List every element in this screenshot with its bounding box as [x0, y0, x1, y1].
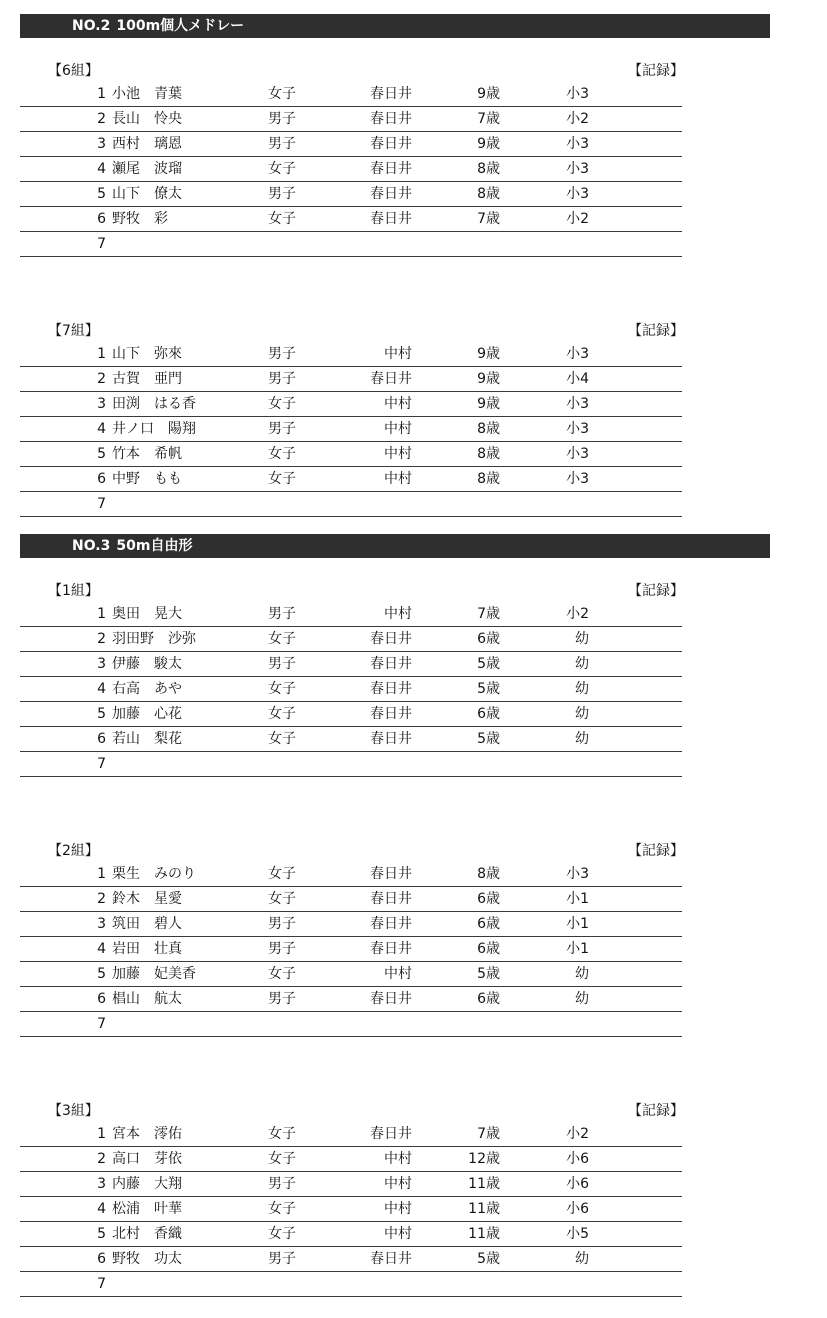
table-row	[20, 702, 682, 727]
table-row	[20, 492, 682, 517]
table-row	[20, 82, 682, 107]
swimmer-age: 9歳	[477, 346, 500, 362]
swimmer-club: 春日井	[370, 136, 412, 152]
swimmer-sex: 男子	[268, 186, 296, 202]
swimmer-name: 井ノ口 陽翔	[112, 421, 196, 437]
swimmer-age: 8歳	[477, 446, 500, 462]
lane-number: 3	[97, 396, 106, 412]
table-row	[20, 962, 682, 987]
swimmer-name: 奥田 晃大	[112, 606, 182, 622]
lane-number: 7	[97, 1016, 106, 1032]
swimmer-sex: 女子	[268, 471, 296, 487]
lane-number: 7	[97, 496, 106, 512]
table-row	[20, 677, 682, 702]
swimmer-club: 春日井	[370, 186, 412, 202]
swimmer-grade: 幼	[575, 706, 589, 722]
lane-number: 3	[97, 656, 106, 672]
swimmer-sex: 男子	[268, 1176, 296, 1192]
record-label: 【記録】	[628, 583, 684, 599]
swimmer-grade: 幼	[575, 731, 589, 747]
swimmer-name: 中野 もも	[112, 471, 182, 487]
swimmer-sex: 男子	[268, 656, 296, 672]
swimmer-grade: 小3	[566, 346, 589, 362]
swimmer-club: 中村	[384, 606, 412, 622]
swimmer-name: 山下 僚太	[112, 186, 182, 202]
swimmer-grade: 幼	[575, 631, 589, 647]
swimmer-club: 春日井	[370, 866, 412, 882]
swimmer-club: 中村	[384, 346, 412, 362]
swimmer-age: 7歳	[477, 1126, 500, 1142]
swimmer-age: 11歳	[468, 1201, 500, 1217]
swimmer-name: 古賀 亜門	[112, 371, 182, 387]
swimmer-name: 西村 璃恩	[112, 136, 182, 152]
swimmer-age: 9歳	[477, 86, 500, 102]
swimmer-name: 加藤 妃美香	[112, 966, 196, 982]
swimmer-sex: 女子	[268, 86, 296, 102]
lane-number: 1	[97, 86, 106, 102]
swimmer-age: 8歳	[477, 161, 500, 177]
swimmer-name: 鈴木 星愛	[112, 891, 182, 907]
lane-number: 4	[97, 421, 106, 437]
lane-number: 1	[97, 606, 106, 622]
swimmer-sex: 女子	[268, 866, 296, 882]
table-row	[20, 1147, 682, 1172]
swimmer-grade: 小3	[566, 186, 589, 202]
table-row	[20, 1247, 682, 1272]
lane-number: 2	[97, 111, 106, 127]
lane-number: 5	[97, 706, 106, 722]
group-label: 【7組】	[48, 323, 99, 339]
swimmer-grade: 小3	[566, 86, 589, 102]
lane-number: 1	[97, 1126, 106, 1142]
swimmer-name: 椙山 航太	[112, 991, 182, 1007]
swimmer-club: 春日井	[370, 731, 412, 747]
lane-number: 5	[97, 186, 106, 202]
swimmer-age: 8歳	[477, 421, 500, 437]
swimmer-age: 5歳	[477, 966, 500, 982]
swimmer-age: 7歳	[477, 606, 500, 622]
table-row	[20, 652, 682, 677]
lane-number: 6	[97, 1251, 106, 1267]
swimmer-sex: 男子	[268, 916, 296, 932]
event-title: 100m個人メドレー	[116, 18, 245, 34]
swimmer-age: 6歳	[477, 706, 500, 722]
lane-number: 2	[97, 891, 106, 907]
table-row	[20, 937, 682, 962]
swimmer-age: 6歳	[477, 631, 500, 647]
swimmer-name: 伊藤 駿太	[112, 656, 182, 672]
swimmer-age: 5歳	[477, 1251, 500, 1267]
swimmer-club: 春日井	[370, 941, 412, 957]
swimmer-club: 中村	[384, 421, 412, 437]
swimmer-name: 田渕 はる香	[112, 396, 196, 412]
swimmer-grade: 幼	[575, 991, 589, 1007]
lane-number: 3	[97, 136, 106, 152]
swimmer-age: 11歳	[468, 1226, 500, 1242]
swimmer-grade: 幼	[575, 1251, 589, 1267]
table-row	[20, 602, 682, 627]
swimmer-grade: 小2	[566, 111, 589, 127]
swimmer-club: 春日井	[370, 631, 412, 647]
table-row	[20, 1197, 682, 1222]
swimmer-sex: 女子	[268, 211, 296, 227]
swimmer-sex: 女子	[268, 1126, 296, 1142]
swimmer-club: 春日井	[370, 656, 412, 672]
table-row	[20, 442, 682, 467]
swimmer-age: 9歳	[477, 136, 500, 152]
swimmer-age: 6歳	[477, 891, 500, 907]
table-row	[20, 1172, 682, 1197]
swimmer-club: 春日井	[370, 681, 412, 697]
record-label: 【記録】	[628, 63, 684, 79]
swimmer-sex: 女子	[268, 681, 296, 697]
group-label: 【2組】	[48, 843, 99, 859]
table-row	[20, 752, 682, 777]
swimmer-club: 中村	[384, 1201, 412, 1217]
lane-number: 6	[97, 471, 106, 487]
table-row	[20, 887, 682, 912]
event-header-no3	[20, 534, 770, 558]
table-row	[20, 1012, 682, 1037]
swimmer-sex: 女子	[268, 631, 296, 647]
swimmer-name: 山下 弥來	[112, 346, 182, 362]
swimmer-name: 野牧 彩	[112, 211, 168, 227]
table-row	[20, 367, 682, 392]
swimmer-age: 12歳	[468, 1151, 500, 1167]
swimmer-name: 筑田 碧人	[112, 916, 182, 932]
lane-number: 6	[97, 731, 106, 747]
lane-number: 2	[97, 1151, 106, 1167]
swimmer-sex: 女子	[268, 1226, 296, 1242]
group-label: 【1組】	[48, 583, 99, 599]
swimmer-club: 春日井	[370, 1126, 412, 1142]
lane-number: 4	[97, 941, 106, 957]
swimmer-sex: 女子	[268, 1201, 296, 1217]
swimmer-sex: 女子	[268, 396, 296, 412]
swimmer-club: 中村	[384, 966, 412, 982]
table-row	[20, 912, 682, 937]
swimmer-name: 右高 あや	[112, 681, 182, 697]
swimmer-sex: 男子	[268, 136, 296, 152]
swimmer-name: 長山 怜央	[112, 111, 182, 127]
group-label: 【3組】	[48, 1103, 99, 1119]
table-row	[20, 132, 682, 157]
swimmer-grade: 幼	[575, 656, 589, 672]
table-row	[20, 727, 682, 752]
swimmer-name: 栗生 みのり	[112, 866, 196, 882]
swimmer-grade: 小5	[566, 1226, 589, 1242]
lane-number: 5	[97, 446, 106, 462]
swimmer-sex: 女子	[268, 731, 296, 747]
table-row	[20, 107, 682, 132]
swimmer-age: 6歳	[477, 941, 500, 957]
swimmer-grade: 小3	[566, 161, 589, 177]
swimmer-grade: 小3	[566, 446, 589, 462]
table-row	[20, 1272, 682, 1297]
swimmer-age: 8歳	[477, 866, 500, 882]
lane-number: 6	[97, 211, 106, 227]
swimmer-club: 春日井	[370, 916, 412, 932]
swimmer-age: 8歳	[477, 186, 500, 202]
event-number: NO.2	[72, 18, 111, 34]
table-row	[20, 1222, 682, 1247]
swimmer-name: 宮本 澪佑	[112, 1126, 182, 1142]
swimmer-age: 8歳	[477, 471, 500, 487]
swimmer-sex: 女子	[268, 1151, 296, 1167]
swimmer-sex: 男子	[268, 371, 296, 387]
swimmer-grade: 小1	[566, 891, 589, 907]
swimmer-name: 北村 香織	[112, 1226, 182, 1242]
swimmer-sex: 女子	[268, 446, 296, 462]
lane-number: 5	[97, 966, 106, 982]
swimmer-club: 春日井	[370, 111, 412, 127]
table-row	[20, 987, 682, 1012]
swimmer-club: 春日井	[370, 211, 412, 227]
swimmer-grade: 小6	[566, 1176, 589, 1192]
swimmer-grade: 小1	[566, 941, 589, 957]
swimmer-age: 5歳	[477, 731, 500, 747]
swimmer-club: 春日井	[370, 1251, 412, 1267]
swimmer-name: 岩田 壮真	[112, 941, 182, 957]
swimmer-sex: 男子	[268, 606, 296, 622]
table-row	[20, 417, 682, 442]
lane-number: 1	[97, 346, 106, 362]
table-row	[20, 207, 682, 232]
record-label: 【記録】	[628, 843, 684, 859]
event-title: 50m自由形	[116, 538, 193, 554]
swimmer-grade: 小2	[566, 211, 589, 227]
record-label: 【記録】	[628, 323, 684, 339]
swimmer-club: 中村	[384, 446, 412, 462]
record-label: 【記録】	[628, 1103, 684, 1119]
swimmer-club: 中村	[384, 396, 412, 412]
swimmer-grade: 幼	[575, 681, 589, 697]
swimmer-club: 中村	[384, 1151, 412, 1167]
swimmer-grade: 小3	[566, 471, 589, 487]
table-row	[20, 862, 682, 887]
swimmer-grade: 小3	[566, 396, 589, 412]
group-label: 【6組】	[48, 63, 99, 79]
lane-number: 3	[97, 916, 106, 932]
swimmer-sex: 男子	[268, 346, 296, 362]
swimmer-age: 7歳	[477, 111, 500, 127]
table-row	[20, 392, 682, 417]
table-row	[20, 467, 682, 492]
swimmer-sex: 女子	[268, 891, 296, 907]
swimmer-age: 5歳	[477, 681, 500, 697]
swimmer-sex: 女子	[268, 161, 296, 177]
table-row	[20, 232, 682, 257]
swimmer-grade: 小6	[566, 1151, 589, 1167]
event-header-no2	[20, 14, 770, 38]
swimmer-age: 6歳	[477, 991, 500, 1007]
swimmer-name: 竹本 希帆	[112, 446, 182, 462]
lane-number: 7	[97, 236, 106, 252]
table-row	[20, 627, 682, 652]
swimmer-age: 7歳	[477, 211, 500, 227]
swimmer-name: 松浦 叶華	[112, 1201, 182, 1217]
swimmer-grade: 小6	[566, 1201, 589, 1217]
lane-number: 1	[97, 866, 106, 882]
swimmer-age: 6歳	[477, 916, 500, 932]
swimmer-club: 中村	[384, 1226, 412, 1242]
swimmer-name: 若山 梨花	[112, 731, 182, 747]
swimmer-club: 春日井	[370, 161, 412, 177]
swimmer-sex: 男子	[268, 111, 296, 127]
lane-number: 4	[97, 1201, 106, 1217]
swimmer-club: 中村	[384, 1176, 412, 1192]
swimmer-grade: 小3	[566, 866, 589, 882]
swimmer-grade: 小4	[566, 371, 589, 387]
swimmer-age: 9歳	[477, 371, 500, 387]
swimmer-name: 瀬尾 波瑠	[112, 161, 182, 177]
lane-number: 2	[97, 371, 106, 387]
table-row	[20, 1122, 682, 1147]
swimmer-sex: 男子	[268, 941, 296, 957]
swimmer-age: 5歳	[477, 656, 500, 672]
swimmer-grade: 小3	[566, 421, 589, 437]
lane-number: 7	[97, 1276, 106, 1292]
swimmer-sex: 男子	[268, 421, 296, 437]
swimmer-name: 内藤 大翔	[112, 1176, 182, 1192]
swimmer-sex: 女子	[268, 706, 296, 722]
swimmer-name: 野牧 功太	[112, 1251, 182, 1267]
lane-number: 5	[97, 1226, 106, 1242]
swimmer-sex: 男子	[268, 1251, 296, 1267]
swimmer-age: 11歳	[468, 1176, 500, 1192]
swimmer-age: 9歳	[477, 396, 500, 412]
swimmer-sex: 女子	[268, 966, 296, 982]
swimmer-grade: 幼	[575, 966, 589, 982]
swimmer-club: 春日井	[370, 891, 412, 907]
lane-number: 4	[97, 161, 106, 177]
lane-number: 7	[97, 756, 106, 772]
table-row	[20, 342, 682, 367]
lane-number: 2	[97, 631, 106, 647]
swimmer-name: 羽田野 沙弥	[112, 631, 196, 647]
swimmer-club: 春日井	[370, 706, 412, 722]
swimmer-club: 春日井	[370, 86, 412, 102]
swimmer-sex: 男子	[268, 991, 296, 1007]
swimmer-name: 加藤 心花	[112, 706, 182, 722]
lane-number: 6	[97, 991, 106, 1007]
swimmer-grade: 小2	[566, 606, 589, 622]
lane-number: 3	[97, 1176, 106, 1192]
swimmer-grade: 小1	[566, 916, 589, 932]
swimmer-grade: 小2	[566, 1126, 589, 1142]
event-number: NO.3	[72, 538, 111, 554]
swimmer-club: 中村	[384, 471, 412, 487]
swimmer-club: 春日井	[370, 371, 412, 387]
lane-number: 4	[97, 681, 106, 697]
swimmer-name: 高口 芽依	[112, 1151, 182, 1167]
table-row	[20, 157, 682, 182]
swimmer-club: 春日井	[370, 991, 412, 1007]
table-row	[20, 182, 682, 207]
swimmer-grade: 小3	[566, 136, 589, 152]
swimmer-name: 小池 青葉	[112, 86, 182, 102]
